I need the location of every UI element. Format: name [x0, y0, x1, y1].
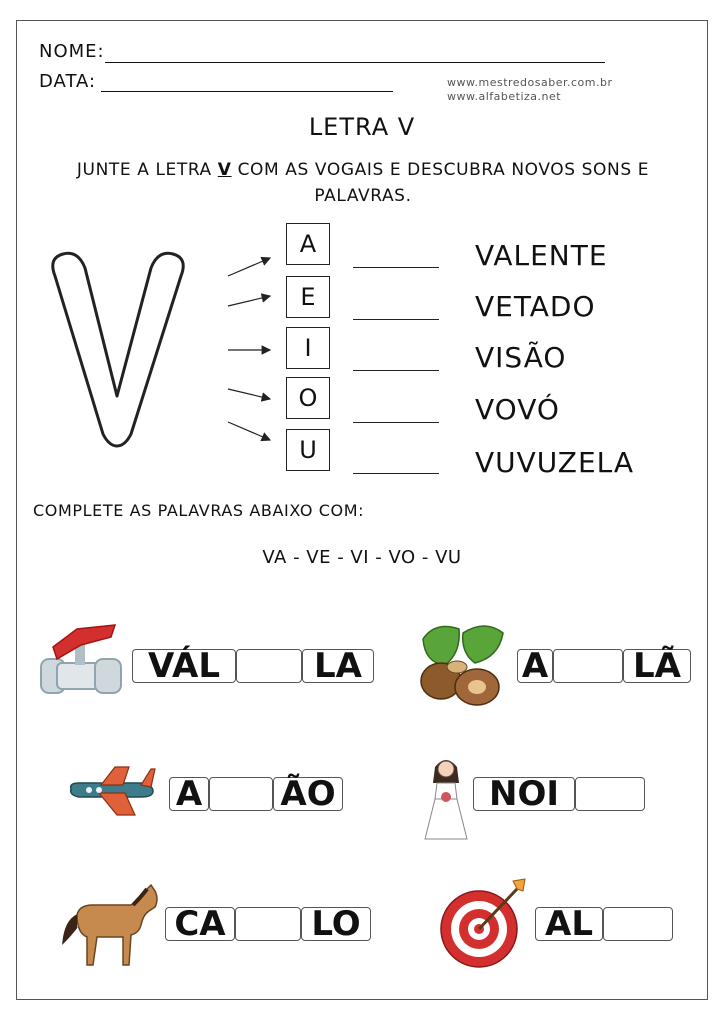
site-url-2: www.alfabetiza.net — [447, 90, 562, 103]
answer-blank-4[interactable] — [353, 422, 439, 423]
exercise-5-cell-2[interactable] — [235, 907, 301, 941]
exercise-3-cell-2[interactable] — [209, 777, 273, 811]
answer-blank-1[interactable] — [353, 267, 439, 268]
exercise-2-cell-1: A — [517, 649, 553, 683]
exercise-6-cell-2[interactable] — [603, 907, 673, 941]
answer-blank-5[interactable] — [353, 473, 439, 474]
instruction — [17, 157, 709, 209]
instruction-after: COM AS VOGAIS E DESCUBRA NOVOS SONS E — [231, 160, 650, 180]
worksheet-page — [16, 20, 708, 1000]
site-url-1: www.mestredosaber.com.br — [447, 76, 613, 89]
word-valente: VALENTE — [475, 239, 608, 272]
exercise-3-cell-3: ÃO — [273, 777, 343, 811]
horse-icon — [59, 881, 163, 971]
word-vovo: VOVÓ — [475, 393, 560, 426]
name-label: NOME: — [39, 41, 105, 62]
hazelnut-icon — [415, 619, 511, 711]
word-vuvuzela: VUVUZELA — [475, 446, 635, 479]
complete-heading: COMPLETE AS PALAVRAS ABAIXO COM: — [33, 501, 365, 520]
exercise-5-cell-3: LO — [301, 907, 371, 941]
instruction-line2: PALAVRAS. — [314, 186, 412, 206]
arrows-group — [222, 246, 287, 446]
arrow-4 — [228, 389, 270, 399]
name-line — [105, 62, 605, 63]
exercise-6-cell-1: AL — [535, 907, 603, 941]
vowel-box-o: O — [286, 377, 330, 419]
vowel-box-u: U — [286, 429, 330, 471]
instruction-before: JUNTE A LETRA — [76, 160, 218, 180]
valve-icon — [37, 619, 133, 711]
exercise-2-cell-3: LÃ — [623, 649, 691, 683]
vowel-box-a: A — [286, 223, 330, 265]
syllables-list: VA - VE - VI - VO - VU — [262, 547, 462, 568]
exercise-1-cell-1: VÁL — [132, 649, 236, 683]
instruction-letter: V — [217, 160, 232, 180]
target-icon — [437, 877, 529, 971]
exercise-2-cell-2[interactable] — [553, 649, 623, 683]
vowel-box-i: I — [286, 327, 330, 369]
arrow-2 — [228, 296, 270, 306]
arrow-5 — [228, 422, 270, 440]
page-title: LETRA V — [308, 113, 416, 141]
word-visao: VISÃO — [475, 341, 567, 374]
exercise-1-cell-3: LA — [302, 649, 374, 683]
big-letter-v-icon — [43, 246, 193, 451]
answer-blank-2[interactable] — [353, 319, 439, 320]
date-label: DATA: — [39, 71, 97, 92]
exercise-5-cell-1: CA — [165, 907, 235, 941]
bride-icon — [421, 753, 471, 841]
exercise-3-cell-1: A — [169, 777, 209, 811]
word-vetado: VETADO — [475, 290, 596, 323]
airplane-icon — [65, 763, 157, 821]
date-line — [101, 91, 393, 92]
exercise-4-cell-1: NOI — [473, 777, 575, 811]
exercise-4-cell-2[interactable] — [575, 777, 645, 811]
vowel-box-e: E — [286, 276, 330, 318]
arrow-1 — [228, 258, 270, 276]
exercise-1-cell-2[interactable] — [236, 649, 302, 683]
answer-blank-3[interactable] — [353, 370, 439, 371]
